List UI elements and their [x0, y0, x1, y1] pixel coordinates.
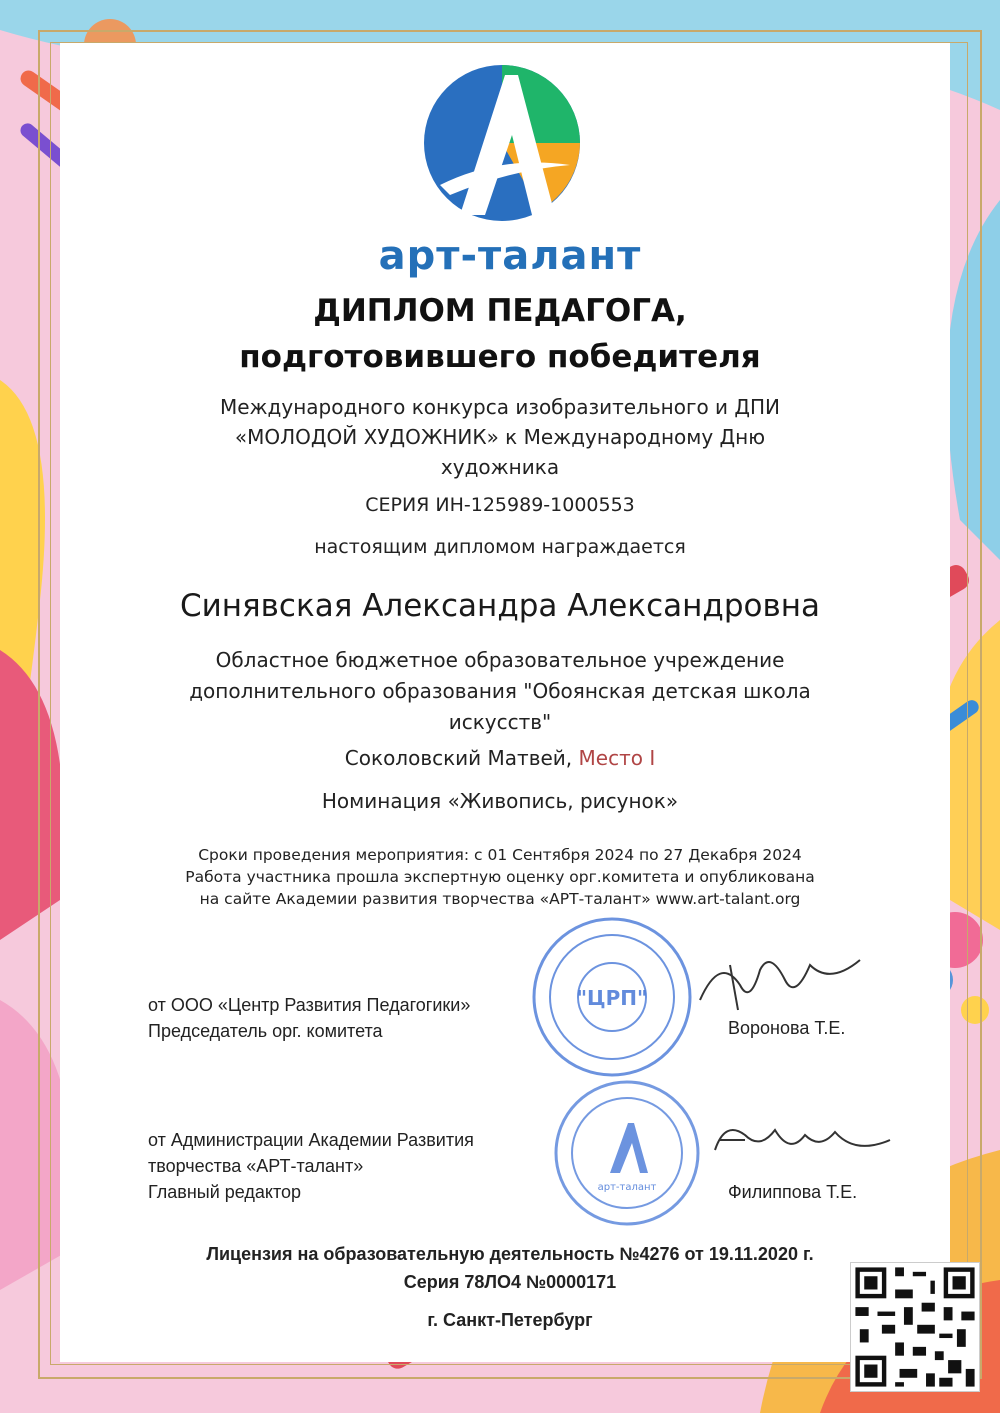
- org-line-2: дополнительного образования "Обоянская детская школа: [189, 679, 811, 703]
- nomination: Номинация «Живопись, рисунок»: [321, 789, 679, 813]
- license-city: г. Санкт-Петербург: [427, 1310, 593, 1330]
- place-award: Место I: [578, 746, 656, 770]
- org-line-3: искусств": [448, 710, 552, 734]
- contest-line-1: Международного конкурса изобразительного и ДПИ: [219, 395, 781, 419]
- signer-2-name: Филиппова Т.Е.: [728, 1182, 858, 1202]
- signature-filippova: [705, 1110, 905, 1180]
- brand-name: арт-талант: [378, 233, 642, 279]
- result-line: [120, 746, 880, 770]
- signature-block-2: [148, 1127, 474, 1205]
- diploma-title: [120, 288, 880, 380]
- title-line-2: подготовившего победителя: [239, 339, 761, 375]
- terms-line-3: на сайте Академии развития творчества «АРТ-талант» www.art-talant.org: [199, 890, 801, 908]
- sig2-line-2: творчества «АРТ-талант»: [148, 1156, 364, 1176]
- signature-block-1: [148, 992, 470, 1044]
- sig2-line-3: Главный редактор: [148, 1182, 302, 1202]
- student-name: Соколовский Матвей,: [344, 746, 573, 770]
- stamp-1-label: "ЦРП": [576, 986, 648, 1010]
- signer-1-name: Воронова Т.Е.: [728, 1018, 846, 1038]
- awardee-name: Синявская Александра Александровна: [179, 588, 821, 624]
- awarded-text: настоящим дипломом награждается: [314, 536, 686, 558]
- license-info: [150, 1240, 870, 1334]
- terms-line-1: Сроки проведения мероприятия: с 01 Сентября 2024 по 27 Декабря 2024: [198, 846, 802, 864]
- license-line-1: Лицензия на образовательную деятельность №4276 от 19.11.2020 г.: [206, 1244, 814, 1264]
- title-line-1: ДИПЛОМ ПЕДАГОГА,: [313, 293, 687, 329]
- organization: [120, 645, 880, 738]
- contest-description: [120, 392, 880, 482]
- series-number: СЕРИЯ ИН-125989-1000553: [365, 494, 635, 516]
- signature-voronova: [690, 945, 870, 1020]
- qr-code-icon[interactable]: [850, 1262, 980, 1392]
- terms-line-2: Работа участника прошла экспертную оценку орг.комитета и опубликована: [185, 868, 815, 886]
- sig2-line-1: от Администрации Академии Развития: [148, 1130, 474, 1150]
- sig1-line-1: от ООО «Центр Развития Педагогики»: [148, 995, 471, 1015]
- contest-line-2: «МОЛОДОЙ ХУДОЖНИК» к Международному Дню: [234, 425, 766, 449]
- sig1-line-2: Председатель орг. комитета: [148, 1021, 383, 1041]
- org-line-1: Областное бюджетное образовательное учреждение: [215, 648, 785, 672]
- contest-line-3: художника: [440, 455, 560, 479]
- art-talant-stamp: [552, 1078, 702, 1228]
- art-talant-logo-icon: [420, 55, 585, 230]
- stamp-2-label: арт-талант: [597, 1182, 657, 1193]
- license-line-2: Серия 78ЛО4 №0000171: [403, 1272, 617, 1292]
- event-terms: [120, 844, 880, 910]
- crp-stamp: [530, 915, 695, 1080]
